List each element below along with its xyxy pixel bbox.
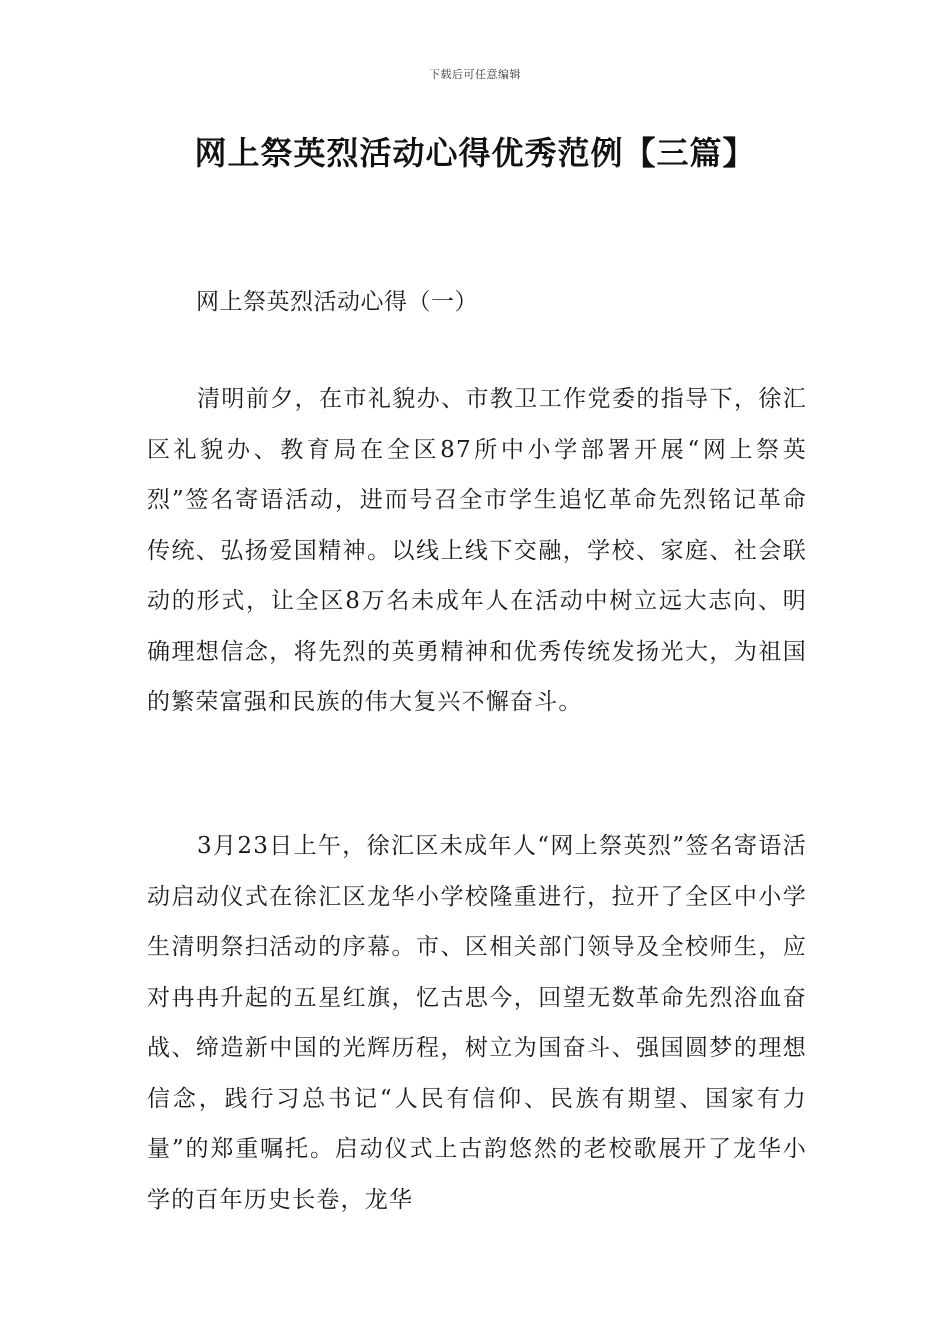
page-header-note: 下载后可任意编辑 — [429, 68, 521, 81]
body-paragraph: 3月23日上午，徐汇区未成年人“网上祭英烈”签名寄语活动启动仪式在徐汇区龙华小学校隆重进行，拉开了全区中小学生清明祭扫活动的序幕。市、区相关部门领导及全校师生，应对冉冉升起的五星红旗，忆古思今，回望无数革命先烈浴血奋战、缔造新中国的光辉历程，树立为国奋斗、强国圆梦的理想信念，践行习总书记“人民有信仰、民族有期望、国家有力量”的郑重嘱托。启动仪式上古韵悠然的老校歌展开了龙华小学的百年历史长卷，龙华 — [147, 833, 807, 1213]
section-heading: 网上祭英烈活动心得（一） — [196, 289, 478, 315]
document-title: 网上祭英烈活动心得优秀范例【三篇】 — [194, 134, 756, 172]
body-paragraph: 清明前夕，在市礼貌办、市教卫工作党委的指导下，徐汇区礼貌办、教育局在全区87所中小学部署开展“网上祭英烈”签名寄语活动，进而号召全市学生追忆革命先烈铭记革命传统、弘扬爱国精神。以线上线下交融，学校、家庭、社会联动的形式，让全区8万名未成年人在活动中树立远大志向、明确理想信念，将先烈的英勇精神和优秀传统发扬光大，为祖国的繁荣富强和民族的伟大复兴不懈奋斗。 — [147, 386, 807, 715]
